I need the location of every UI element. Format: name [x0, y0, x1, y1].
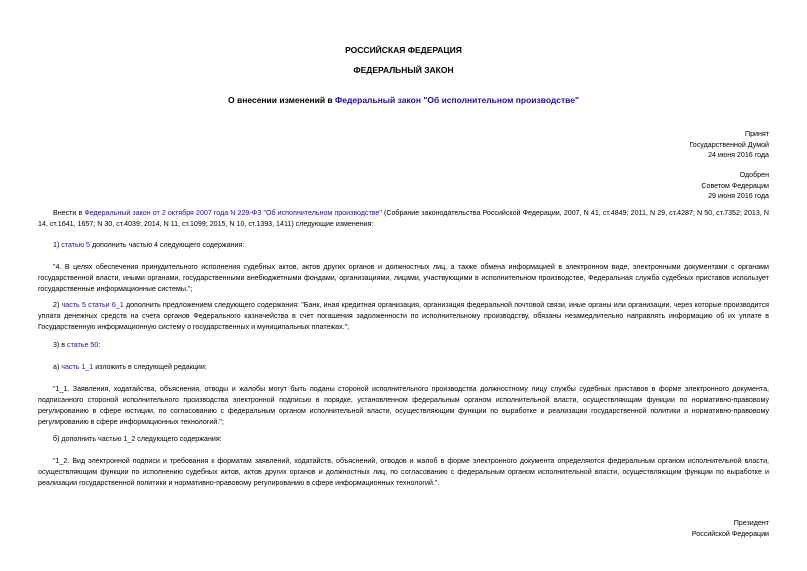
adopted-body: Государственной Думой [689, 140, 769, 149]
article-5-link[interactable]: статью 5 [61, 241, 90, 249]
adopted-date: 24 июня 2016 года [708, 151, 769, 159]
item-3 [38, 340, 769, 351]
part-1-1-link[interactable]: часть 1_1 [61, 363, 94, 371]
item-1-quote: "4. В целях обеспечения принудительного исполнения судебных актов, актов других органов и должностных лиц, а также обмена информацией в электронном виде, электронными документами с органами государственной власти, иными органами, государственными внебюджетными фондами, организациями, лицами, участвующими в исполнительном производстве, Федеральная служба судебных приставов использует государственные информационные системы."; [38, 263, 769, 293]
approved-body: Советом Федерации [701, 181, 769, 190]
part-5-article-6-1-link[interactable]: часть 5 статьи 6_1 [61, 301, 124, 309]
adoption-block [689, 129, 769, 161]
item-2-prefix: 2) [53, 301, 62, 309]
doc-type-heading: ФЕДЕРАЛЬНЫЙ ЗАКОН [353, 65, 454, 75]
law-reference-link[interactable]: Федеральный закон от 2 октября 2007 года N 229-ФЗ "Об исполнительном производстве" [84, 209, 382, 217]
item-3-suffix: : [98, 341, 101, 349]
item-3a-prefix: а) [53, 363, 62, 371]
law-title-link[interactable]: Федеральный закон "Об исполнительном производстве" [335, 95, 579, 105]
item-3a-quote: "1_1. Заявления, ходатайства, объяснения, отводы и жалобы могут быть поданы стороной исполнительного производства должностному лицу службы судебных приставов в форме электронного документа, подписанного стороной исполнительного производства электронной подписью в порядке, установленном федеральным органом исполнительной власти, осуществляющим функции по нормативно-правовому регулированию в сфере юстиции, по согласованию с федеральным органом исполнительной власти, осуществляющим функции по выработке и реализации государственной политики и нормативно-правовому регулированию в сфере информационных технологий."; [38, 385, 769, 426]
intro-paragraph [38, 208, 769, 230]
approved-date: 29 июня 2016 года [708, 192, 769, 200]
country-heading: РОССИЙСКАЯ ФЕДЕРАЦИЯ [345, 45, 462, 55]
adopted-label: Принят [744, 130, 769, 138]
intro-text-after: (Собрание законодательства Российской Федерации, 2007, N 41, ст.4849; 2011, N 29, ст.4287; N 50, ст.7352; 2013, N 14, ст.1641, 1657; N 30, ст.4039; 2014, N 11, ст.1099; 2015, N 10, ст.1393, 1411) следующие изменения: [38, 209, 769, 228]
approved-label: Одобрен [739, 171, 769, 179]
item-3-prefix: 3) в [53, 341, 68, 349]
item-2 [38, 300, 769, 333]
item-3b: б) дополнить частью 1_2 следующего содержания: [53, 435, 222, 443]
item-3a [38, 362, 769, 373]
item-3b-quote: "1_2. Вид электронной подписи и требования к форматам заявлений, ходатайств, объяснений, отводов и жалоб в форме электронного документа определяются федеральным органом исполнительной власти, осуществляющим функции по исполнению судебных актов, актов других органов и должностных лиц, по согласованию с федеральным органом исполнительной власти, осуществляющим функции по выработке и реализации государственной политики и нормативно-правовому регулированию в сфере информационных технологий.". [38, 457, 769, 487]
signature-title: Президент [733, 519, 769, 527]
item-2-suffix: дополнить предложением следующего содержания: "Банк, иная кредитная организация, организация федеральной почтовой связи, иные органы или организации, через которые производится уплата денежных средств на счета органов Федерального казначейства в счет погашения задолженности по исполнительному производству, обязаны незамедлительно направлять информацию об их уплате в Государственную информационную систему о государственных и муниципальных платежах."; [38, 301, 769, 331]
approval-block [701, 170, 769, 202]
law-title [0, 95, 807, 106]
article-50-link[interactable]: статье 50 [67, 341, 99, 349]
item-1-suffix: дополнить частью 4 следующего содержания: [89, 241, 245, 249]
item-3a-suffix: изложить в следующей редакции: [93, 363, 207, 371]
law-title-prefix: О внесении изменений в [228, 95, 336, 105]
item-1-prefix: 1) [53, 241, 62, 249]
signature-block [692, 518, 769, 539]
signature-country: Российской Федерации [691, 529, 769, 538]
intro-text-before: Внести в [53, 209, 85, 217]
item-1 [38, 240, 769, 251]
